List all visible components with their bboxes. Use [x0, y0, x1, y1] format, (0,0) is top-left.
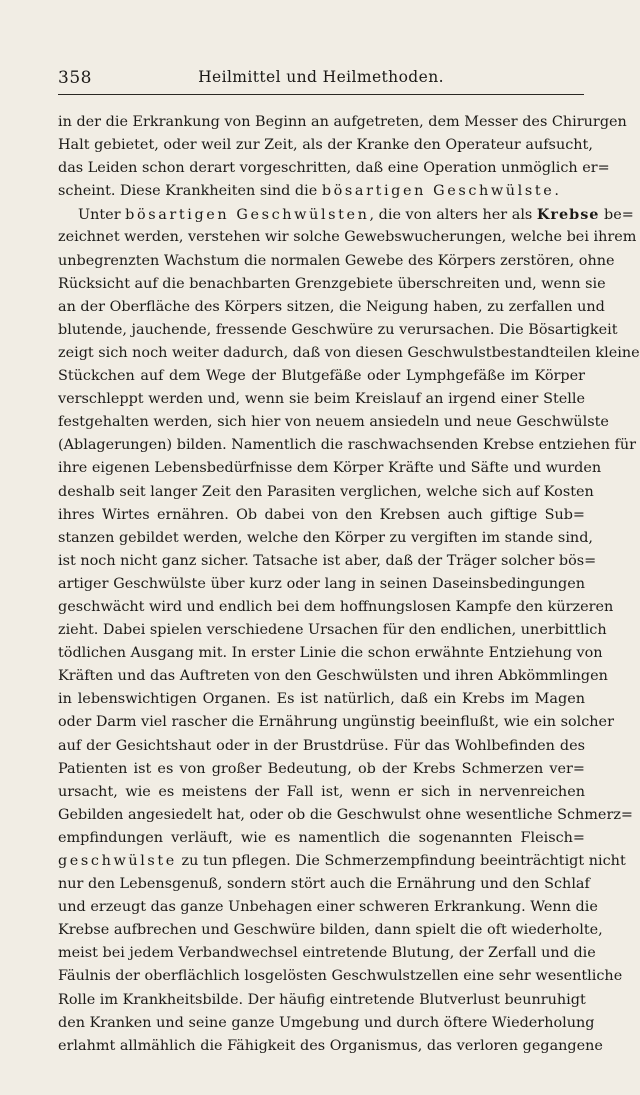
line-text: Stückchen auf dem Wege der Blutgefäße oder Lymphgefäße im Körper: [58, 368, 585, 385]
line-text: das Leiden schon derart vorgeschritten, daß eine Operation unmöglich er=: [58, 160, 610, 177]
running-title: Heilmittel und Heilmethoden.: [198, 68, 444, 86]
text-line: [58, 411, 609, 434]
text-line: [58, 896, 598, 919]
line-text: zeigt sich noch weiter dadurch, daß von diesen Geschwulstbestandteilen kleine: [58, 344, 640, 361]
text-line: [58, 434, 637, 457]
line-text: meist bei jedem Verbandwechsel eintretende Blutung, der Zerfall und die: [58, 945, 596, 962]
line-text: festgehalten werden, sich hier von neuem ansiedeln und neue Geschwülste: [58, 414, 609, 431]
line-text: verschleppt werden und, wenn sie beim Kreislauf an irgend einer Stelle: [58, 391, 585, 408]
text-line: [58, 688, 585, 711]
line-text: ihre eigenen Lebensbedürfnisse dem Körper Kräfte und Säfte und wurden: [58, 460, 602, 477]
line-text: stanzen gebildet werden, welche den Körper zu vergiften im stande sind,: [58, 529, 593, 546]
line-text: Rolle im Krankheitsbilde. Der häufig eintretende Blutverlust beunruhigt: [58, 991, 586, 1008]
text-line: [58, 758, 585, 781]
line-text: in lebenswichtigen Organen. Es ist natürlich, daß ein Krebs im Magen: [58, 691, 585, 708]
line-text: zeichnet werden, verstehen wir solche Gewebswucherungen, welche bei ihrem: [58, 229, 637, 246]
text-line: [58, 388, 585, 411]
text-line: [58, 573, 585, 596]
text-line: [58, 365, 585, 388]
line-text: unbegrenzten Wachstum die normalen Gewebe des Körpers zerstören, ohne: [58, 252, 615, 269]
text-line: [58, 550, 597, 573]
text-line: [58, 180, 585, 203]
text-line: [58, 481, 594, 504]
text-line: [58, 642, 603, 665]
line-text: (Ablagerungen) bilden. Namentlich die raschwachsenden Krebse entziehen für: [58, 437, 637, 454]
line-text: zu tun pflegen. Die Schmerzempfindung beeinträchtigt nicht: [176, 853, 626, 869]
text-line: [58, 1035, 603, 1058]
spaced-term: geschwülste: [58, 853, 177, 869]
page-header: [58, 64, 584, 94]
text-line: [58, 457, 602, 480]
text-line: [58, 134, 593, 157]
text-line: [58, 827, 585, 850]
text-line: [58, 504, 585, 527]
text-line: [58, 850, 626, 873]
line-text: .: [554, 183, 559, 200]
line-text: tödlichen Ausgang mit. In erster Linie die schon erwähnte Entziehung von: [58, 645, 603, 662]
line-text: an der Oberfläche des Körpers sitzen, die Neigung haben, zu zerfallen und: [58, 298, 605, 315]
line-text: deshalb seit langer Zeit den Parasiten verglichen, welche sich auf Kosten: [58, 483, 594, 500]
bold-term: Krebse: [536, 206, 600, 224]
text-line: [58, 296, 605, 319]
line-text: Fäulnis der oberflächlich losgelösten Geschwulstzellen eine sehr wesentliche: [58, 968, 623, 985]
text-line: [58, 527, 593, 550]
text-line: [58, 319, 618, 342]
line-text: ihres Wirtes ernähren. Ob dabei von den Krebsen auch giftige Sub=: [58, 506, 585, 523]
text-line: [58, 226, 637, 249]
text-line: [58, 989, 585, 1012]
text-line: [58, 342, 640, 365]
header-rule: [58, 94, 584, 95]
text-line: [58, 942, 596, 965]
line-text: geschwächt wird und endlich bei dem hoffnungslosen Kampfe den kürzeren: [58, 598, 614, 615]
text-line: [58, 919, 603, 942]
line-text: scheint. Diese Krankheiten sind die: [58, 183, 322, 200]
line-text: Gebilden angesiedelt hat, oder ob die Geschwulst ohne wesentliche Schmerz=: [58, 806, 633, 823]
spaced-term: bösartigen Geschwülste: [321, 183, 555, 200]
text-line: [58, 111, 627, 134]
line-text: Halt gebietet, oder weil zur Zeit, als der Kranke den Operateur aufsucht,: [58, 137, 593, 154]
line-text: ursacht, wie es meistens der Fall ist, wenn er sich in nervenreichen: [58, 783, 585, 800]
body-text: [58, 111, 640, 1058]
line-text: zieht. Dabei spielen verschiedene Ursachen für den endlichen, unerbittlich: [58, 622, 607, 639]
line-text: Unter: [78, 207, 126, 224]
line-text: den Kranken und seine ganze Umgebung und durch öftere Wiederholung: [58, 1014, 595, 1031]
text-line: [58, 619, 607, 642]
line-text: ist noch nicht ganz sicher. Tatsache ist aber, daß der Träger solcher bös=: [58, 552, 597, 569]
text-line: [58, 665, 608, 688]
line-text: oder Darm viel rascher die Ernährung ungünstig beeinflußt, wie ein solcher: [58, 714, 614, 731]
text-line: [58, 250, 615, 273]
line-text: nur den Lebensgenuß, sondern stört auch die Ernährung und den Schlaf: [58, 876, 590, 893]
page-number: 358: [58, 68, 92, 88]
text-line: [58, 873, 590, 896]
line-text: und erzeugt das ganze Unbehagen einer schweren Erkrankung. Wenn die: [58, 899, 598, 916]
line-text: artiger Geschwülste über kurz oder lang in seinen Daseinsbedingungen: [58, 575, 585, 592]
text-line: [58, 735, 585, 758]
line-text: Kräften und das Auftreten von den Geschwülsten und ihren Abkömmlingen: [58, 668, 608, 685]
spaced-term: bösartigen Geschwülsten: [125, 207, 370, 224]
line-text: Patienten ist es von großer Bedeutung, ob der Krebs Schmerzen ver=: [58, 760, 585, 777]
line-text: be=: [599, 207, 634, 224]
text-line: [58, 965, 623, 988]
line-text: erlahmt allmählich die Fähigkeit des Organismus, das verloren gegangene: [58, 1037, 603, 1054]
line-text: Rücksicht auf die benachbarten Grenzgebiete überschreiten und, wenn sie: [58, 275, 606, 292]
text-line: [58, 1012, 595, 1035]
line-text: auf der Gesichtshaut oder in der Brustdrüse. Für das Wohlbefinden des: [58, 737, 585, 754]
line-text: in der die Erkrankung von Beginn an aufgetreten, dem Messer des Chirurgen: [58, 114, 627, 130]
text-line: [58, 781, 585, 804]
text-line: [58, 596, 614, 619]
text-line: [58, 157, 610, 180]
line-text: blutende, jauchende, fressende Geschwüre zu verursachen. Die Bösartigkeit: [58, 321, 618, 338]
line-text: empfindungen verläuft, wie es namentlich die sogenannten Fleisch=: [58, 829, 585, 846]
text-line: [58, 273, 606, 296]
line-text: Krebse aufbrechen und Geschwüre bilden, dann spielt die oft wiederholte,: [58, 922, 603, 939]
line-text: , die von alters her als: [369, 207, 537, 224]
text-line: [58, 804, 633, 827]
text-line: [58, 711, 614, 734]
text-line: [58, 203, 634, 226]
